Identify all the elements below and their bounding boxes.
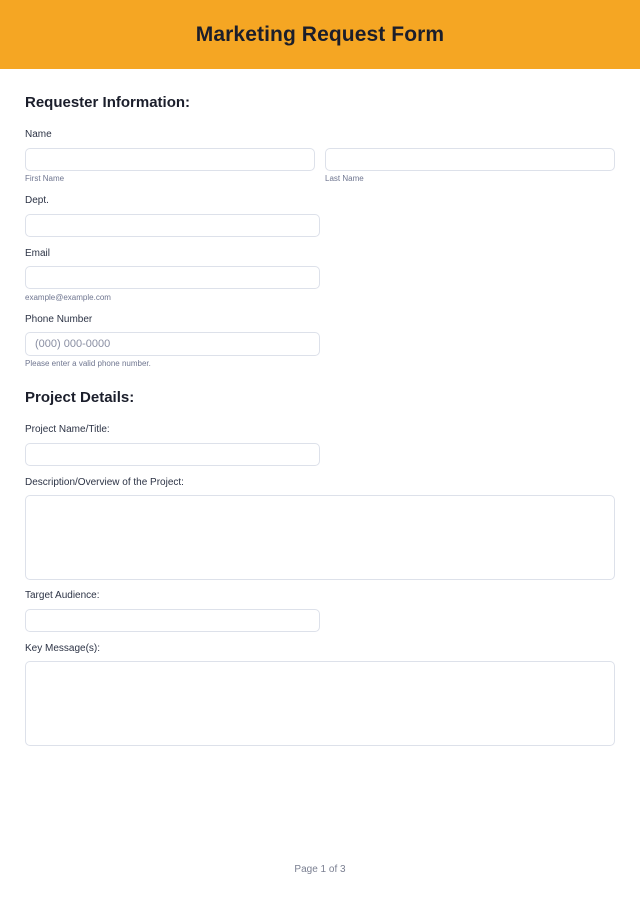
email-sublabel: example@example.com: [25, 293, 111, 302]
last-name-input[interactable]: [325, 148, 615, 171]
dept-input[interactable]: [25, 214, 320, 237]
target-audience-label: Target Audience:: [25, 590, 100, 601]
last-name-sublabel: Last Name: [325, 174, 364, 183]
phone-label: Phone Number: [25, 314, 93, 325]
form-title: Marketing Request Form: [195, 22, 445, 46]
dept-label: Dept.: [25, 195, 49, 206]
requester-section-title: Requester Information:: [25, 94, 191, 111]
project-name-label: Project Name/Title:: [25, 424, 110, 435]
first-name-sublabel: First Name: [25, 174, 65, 183]
project-name-input[interactable]: [25, 443, 320, 466]
phone-input[interactable]: [25, 332, 320, 356]
name-label: Name: [25, 129, 52, 140]
page-indicator: Page 1 of 3: [294, 864, 346, 875]
key-messages-textarea[interactable]: [25, 661, 615, 746]
email-label: Email: [25, 248, 51, 259]
header-band: [0, 0, 640, 69]
description-textarea[interactable]: [25, 495, 615, 580]
description-label: Description/Overview of the Project:: [25, 477, 184, 488]
first-name-input[interactable]: [25, 148, 315, 171]
target-audience-input[interactable]: [25, 609, 320, 632]
email-input[interactable]: [25, 266, 320, 289]
key-messages-label: Key Message(s):: [25, 643, 101, 654]
phone-sublabel: Please enter a valid phone number.: [25, 359, 151, 368]
project-section-title: Project Details:: [25, 389, 135, 406]
